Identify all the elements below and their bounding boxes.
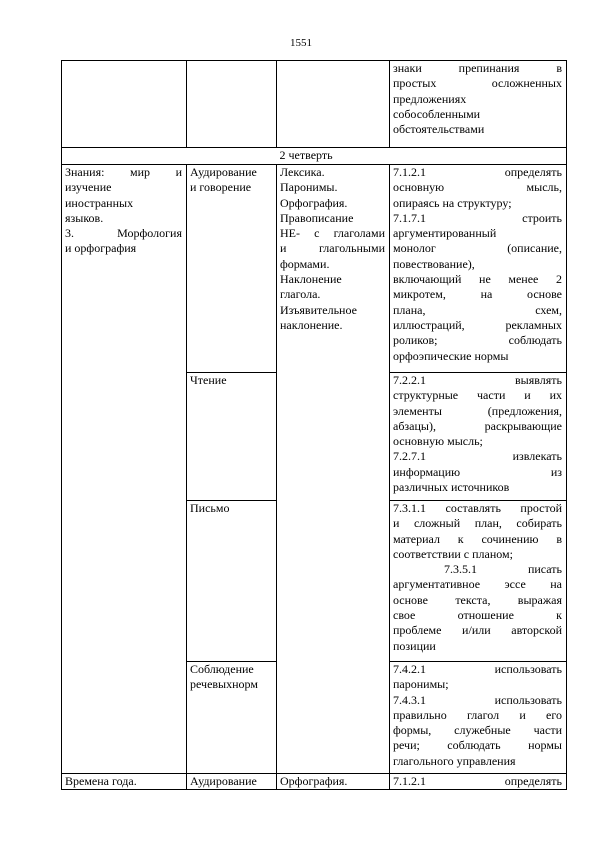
skill-cell: Аудирование <box>187 774 277 790</box>
skill-cell: Аудирование и говорение <box>187 165 277 373</box>
goal-cell: 7.4.2.1 использовать паронимы; 7.4.3.1 использовать правильно глагол и его формы, служебные части речи; соблюдать нормы глагольного управления <box>390 662 567 774</box>
goal-cell: 7.3.1.1 составлять простой и сложный план, собирать материал к сочинению в соответствии с планом; 7.3.5.1 писать аргументативное эссе на основе текста, выражая свое отношение к проблеме и/или авторской позиции <box>390 501 567 662</box>
goal-cell: 7.2.2.1 выявлять структурные части и их элементы (предложения, абзацы), раскрывающие основную мысль; 7.2.7.1 извлекать информацию из различных источников <box>390 373 567 501</box>
table-row <box>62 61 567 148</box>
topic-cell <box>277 61 390 148</box>
goal-cell: знаки препинания в простых осложненных предложениях собособленными обстоятельствами <box>390 61 567 148</box>
skill-cell: Чтение <box>187 373 277 501</box>
quarter-label: 2 четверть <box>277 148 567 165</box>
table-row <box>62 774 567 790</box>
topic-cell: Орфография. <box>277 774 390 790</box>
theme-cell: Знания: мир и изучение иностранных языков. 3. Морфология и орфография <box>62 165 187 774</box>
table-row <box>62 165 567 373</box>
goal-cell: 7.1.2.1 определять основную мысль, опираясь на структуру; 7.1.7.1 строить аргументированный монолог (описание, повествование), включающий не менее 2 микротем, на основе плана, схем, иллюстраций, рекламных роликов; соблюдать орфоэпические нормы <box>390 165 567 373</box>
theme-cell: Времена года. <box>62 774 187 790</box>
page-number: 1551 <box>290 37 312 49</box>
skill-cell <box>187 61 277 148</box>
quarter-row <box>62 148 567 165</box>
goal-cell: 7.1.2.1 определять <box>390 774 567 790</box>
skill-cell: Соблюдение речевыхнорм <box>187 662 277 774</box>
skill-cell: Письмо <box>187 501 277 662</box>
curriculum-table <box>61 60 567 790</box>
topic-cell: Лексика. Паронимы. Орфография. Правописание НЕ- с глаголами и глагольными формами. Наклонение глагола. Изъявительное наклонение. <box>277 165 390 774</box>
theme-cell <box>62 61 187 148</box>
